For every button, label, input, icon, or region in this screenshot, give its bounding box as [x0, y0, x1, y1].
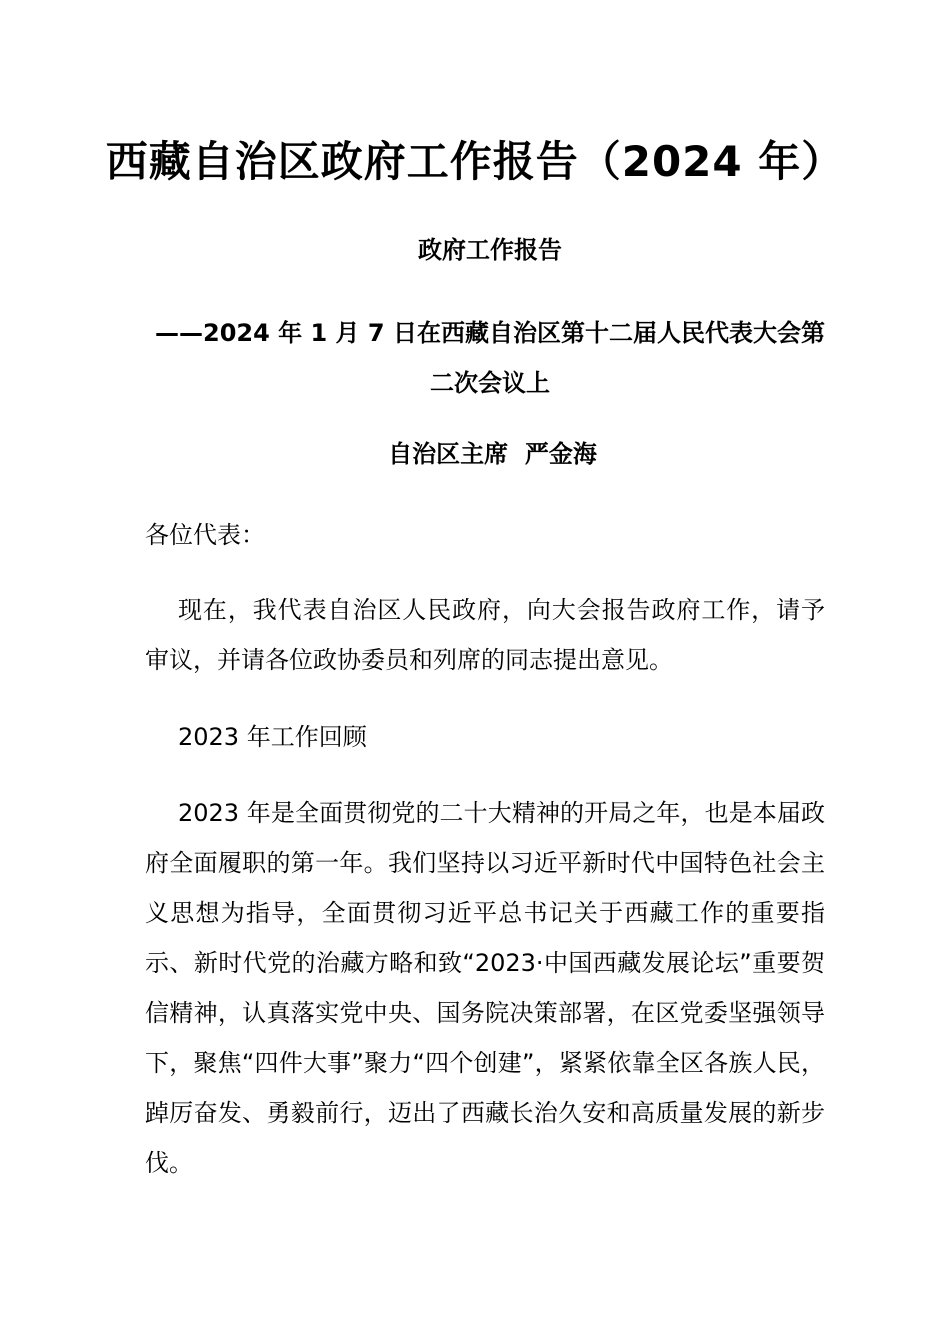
- paragraph-review: 2023 年是全面贯彻党的二十大精神的开局之年，也是本届政府全面履职的第一年。我们坚持以习近平新时代中国特色社会主义思想为指导，全面贯彻习近平总书记关于西藏工作的重要指示、新时代党的治藏方略和致“2023·中国西藏发展论坛”重要贺信精神，认真落实党中央、国务院决策部署，在区党委坚强领导下，聚焦“四件大事”聚力“四个创建”，紧紧依靠全区各族人民，踔厉奋发、勇毅前行，迈出了西藏长治久安和高质量发展的新步伐。: [145, 799, 825, 1177]
- speaker-line: 自治区主席 严金海: [388, 440, 597, 468]
- salutation: 各位代表：: [145, 521, 265, 549]
- document-title: 西藏自治区政府工作报告（2024 年）: [105, 137, 845, 186]
- document-subtitle: 政府工作报告: [418, 236, 562, 264]
- meeting-occasion: ——2024 年 1 月 7 日在西藏自治区第十二届人民代表大会第二次会议上: [155, 319, 825, 397]
- paragraph-intro: 现在，我代表自治区人民政府，向大会报告政府工作，请予审议，并请各位政协委员和列席的同志提出意见。: [145, 596, 825, 674]
- section-heading: 2023 年工作回顾: [178, 723, 367, 751]
